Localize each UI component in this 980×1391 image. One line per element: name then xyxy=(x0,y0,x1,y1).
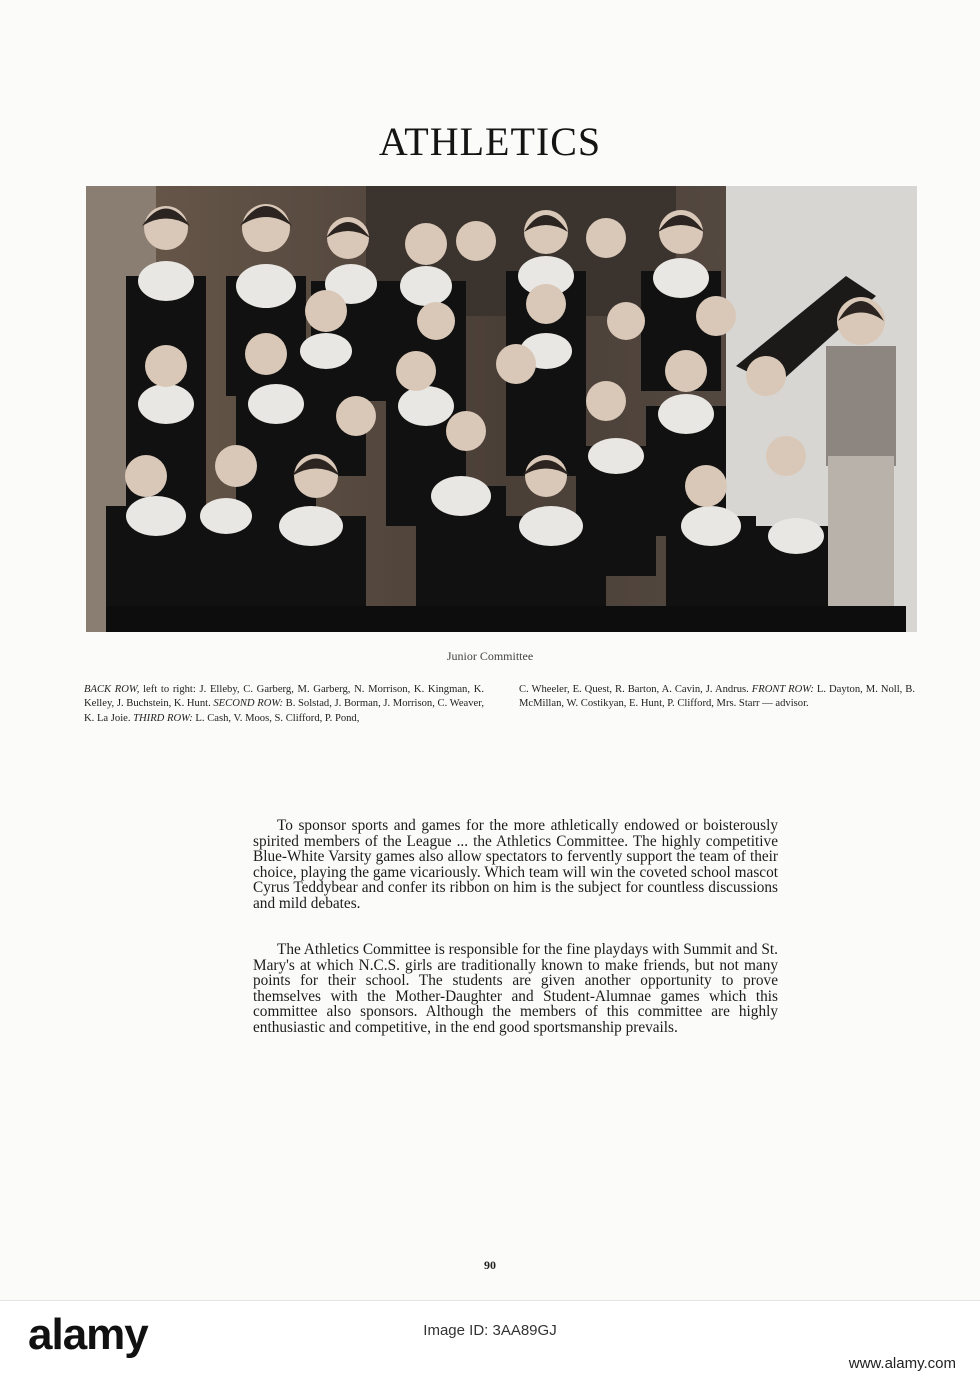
third-row-names-continued: C. Wheeler, E. Quest, R. Barton, A. Cavin, J. Andrus. xyxy=(519,684,752,695)
second-row-label: SECOND ROW: xyxy=(213,698,284,710)
photo-caption: Junior Committee xyxy=(446,649,534,663)
body-paragraph-1: To sponsor sports and games for the more athletically endowed or boisterously spirited members of the League ... the Athletics Committee. The highly competitive Blue-White Varsity games also allow spectators to fervently support the team of their choice, playing the game vicariously. Which team will win the coveted school mascot Cyrus Teddybear and confer its ribbon on him is the subject for countless discussions and mild debates. xyxy=(253,817,778,912)
site-url[interactable]: www.alamy.com xyxy=(848,1355,956,1372)
body-paragraph-2: The Athletics Committee is responsible for the fine playdays with Summit and St. Mary's at which N.C.S. girls are traditionally known to make friends, but not many points for their school. The students are given another opportunity to prove themselves with the Mother-Daughter and Student-Alumnae games which this committee also sponsors. Although the members of this committee are highly enthusiastic and competitive, in the end good sportsmanship prevails. xyxy=(253,941,778,1036)
group-photo xyxy=(86,186,917,632)
names-column-right xyxy=(519,683,915,712)
page-title: ATHLETICS xyxy=(378,119,602,164)
second-row-names: B. Solstad, J. Borman, J. Morrison, C. Weaver, K. La Joie. xyxy=(84,698,484,724)
third-row-label: THIRD ROW: xyxy=(133,712,193,724)
back-row-names: left to right: J. Elleby, C. Garberg, M. Garberg, N. Morrison, K. Kingman, K. Kelley, J. Buchstein, K. Hunt. xyxy=(84,684,484,710)
image-id: Image ID: 3AA89GJ xyxy=(423,1322,557,1339)
front-row-label: FRONT ROW: xyxy=(751,684,814,695)
third-row-names: L. Cash, V. Moos, S. Clifford, P. Pond, xyxy=(192,712,360,724)
group-photo-illustration xyxy=(86,186,917,632)
front-row-names: L. Dayton, M. Noll, B. McMillan, W. Costikyan, E. Hunt, P. Clifford, Mrs. Starr — advisor. xyxy=(519,684,915,710)
back-row-label: BACK ROW, xyxy=(84,684,140,695)
page-number: 90 xyxy=(484,1258,496,1272)
stock-logo[interactable]: alamy xyxy=(28,1310,148,1359)
names-column-left xyxy=(84,683,484,726)
image-reference xyxy=(0,1320,980,1339)
